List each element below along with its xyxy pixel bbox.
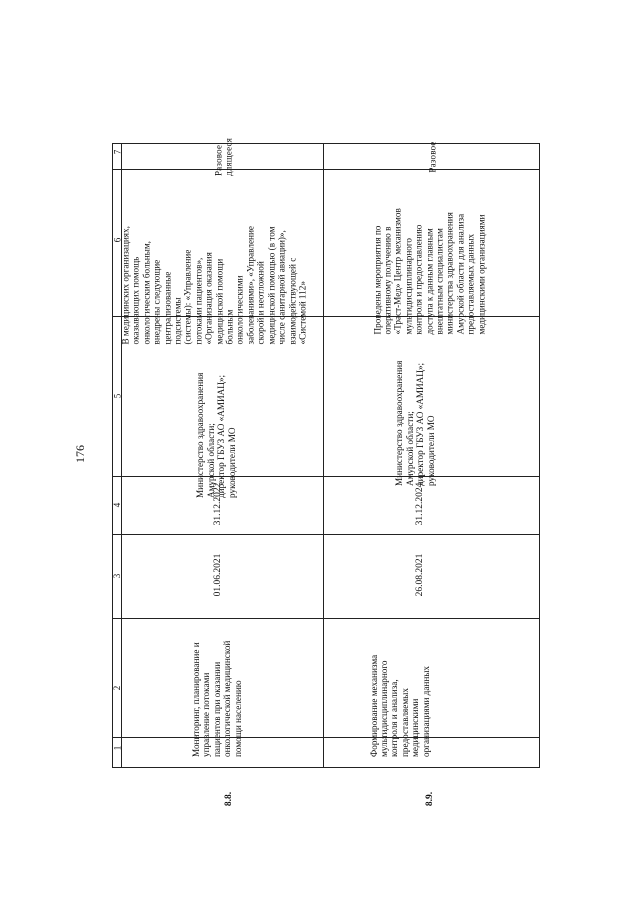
plan-table bbox=[112, 137, 540, 807]
end-date-cell-8-8: 31.12.2022 bbox=[213, 482, 223, 526]
page-number: 176 bbox=[73, 445, 87, 463]
end-date-cell-8-9: 31.12.2024 bbox=[415, 482, 425, 526]
type-cell-8-8: Разовое длящееся bbox=[213, 137, 233, 176]
header-cell-2: 2 bbox=[112, 685, 122, 691]
name-cell-8-8: Мониторинг, планирование и управление потоками пациентов при оказании онкологической медицинской помощи населению bbox=[190, 640, 243, 757]
header-cell-1: 1 bbox=[112, 745, 122, 751]
type-cell-8-9: Разовое bbox=[427, 140, 437, 173]
header-cell-6: 6 bbox=[112, 237, 122, 243]
responsible-cell-8-8: Министерство здравоохранения Амурской области; директор ГБУЗ АО «АМИАЦ»; руководители МО bbox=[195, 372, 237, 498]
result-cell-8-8: В медицинских организациях, оказывающих помощь онкологическим больным, внедрены следующие централизованные подсистемы (системы): «Управление потоками пациентов», «Организация оказания медицинской помощи больным онкологическими заболеваниями», «Управление скорой и неотложной медицинской помощью (в том числе санитарной авиации)», взаимодействующей с «Системой 112» bbox=[120, 225, 308, 344]
name-cell-8-9: Формирование механизма мультидисциплинарного контроля и анализа, предоставляемых медицинскими организациями данных bbox=[368, 654, 431, 757]
header-cell-3: 3 bbox=[112, 573, 122, 579]
start-date-cell-8-8: 01.06.2021 bbox=[213, 553, 223, 597]
responsible-cell-8-9: Министерство здравоохранения Амурской области; директор ГБУЗ АО «АМИАЦ»; руководители МО bbox=[394, 360, 436, 486]
header-cell-5: 5 bbox=[112, 393, 122, 399]
row-divider bbox=[112, 737, 540, 738]
header-cell-7: 7 bbox=[112, 149, 122, 155]
start-date-cell-8-9: 26.08.2021 bbox=[415, 553, 425, 597]
header-cell-4: 4 bbox=[112, 502, 122, 508]
row-number-8-9: 8.9. bbox=[425, 791, 435, 807]
row-number-8-8: 8.8. bbox=[224, 791, 234, 807]
result-cell-8-9: Проведены мероприятия по оперативному получению в «Траст-Мед» Центр механизмов мультидисциплинарного контроля и предоставлению доступа к данным главным внештатным специалистам министерства здравоохранения Амурской области для анализа предоставляемых данных медицинскими организациями bbox=[372, 207, 487, 334]
